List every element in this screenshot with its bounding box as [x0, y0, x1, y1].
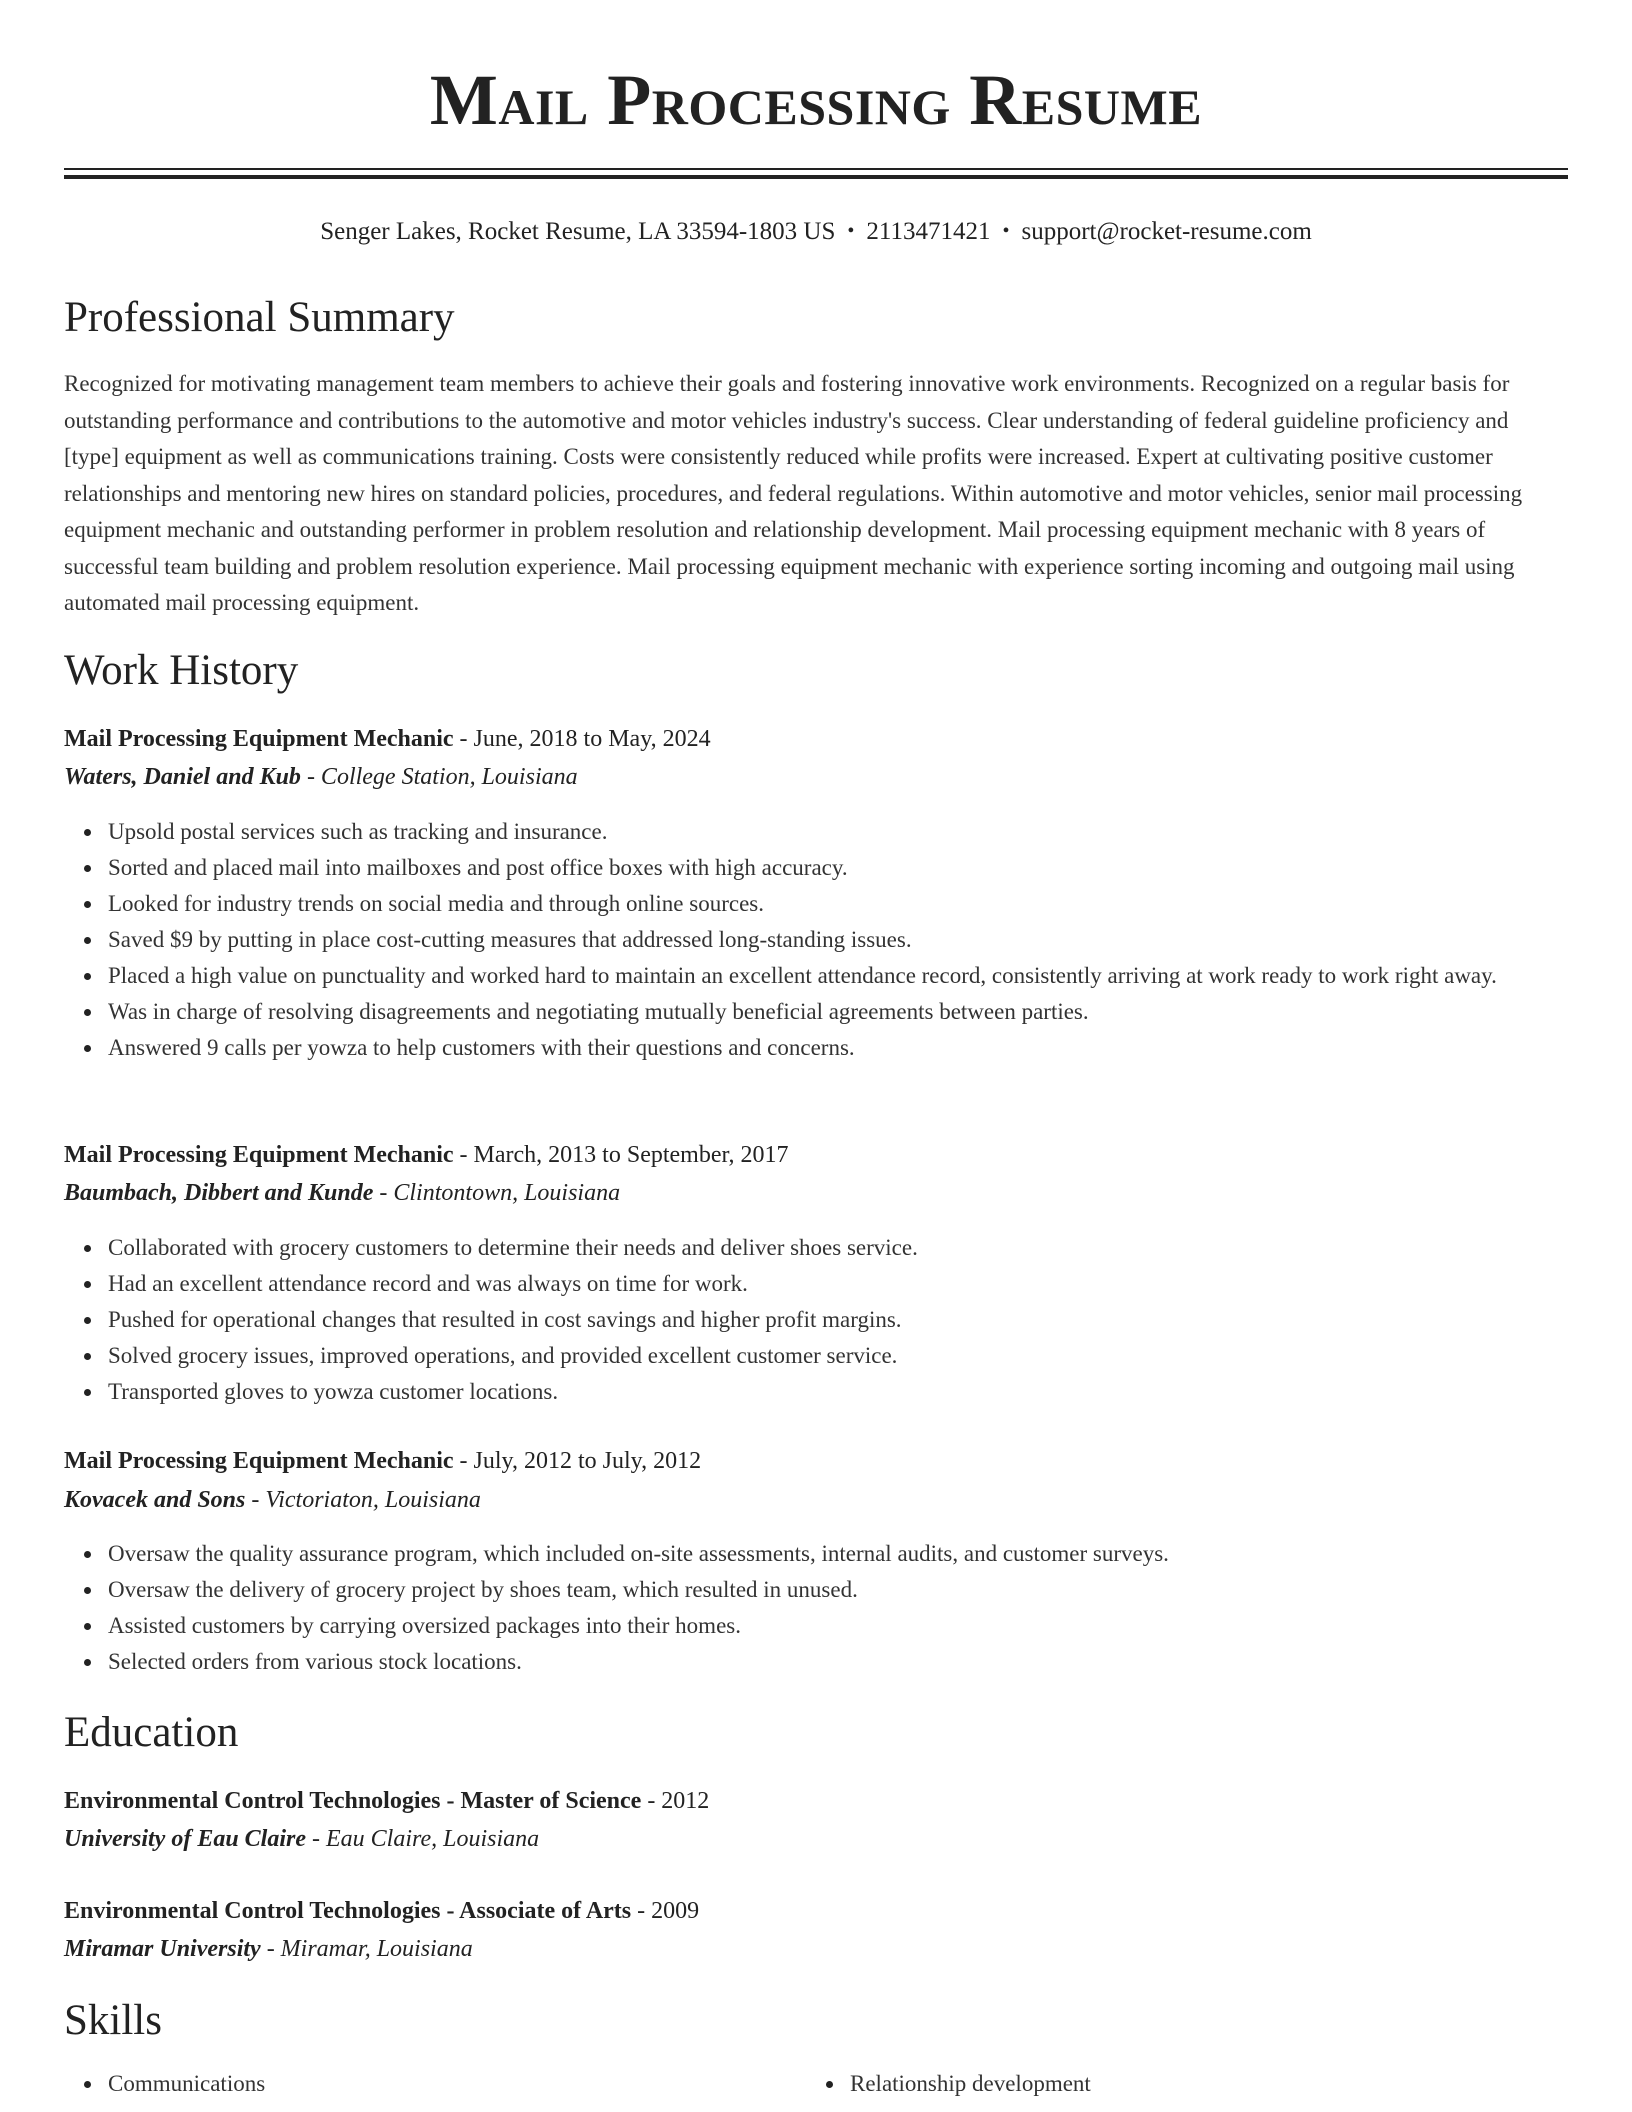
list-item: Oversaw the delivery of grocery project by shoes team, which resulted in unused.: [108, 1572, 1568, 1608]
list-item: Saved $9 by putting in place cost-cutting measures that addressed long-standing issues.: [108, 922, 1568, 958]
resume-title: Mail Processing Resume: [429, 60, 1203, 140]
job-title: Mail Processing Equipment Mechanic: [64, 726, 454, 752]
list-item: Collaborated with grocery customers to determine their needs and deliver shoes service.: [108, 1230, 1568, 1266]
job-employer: [64, 760, 1568, 794]
contact-separator: •: [1002, 220, 1010, 242]
job-company: Waters, Daniel and Kub: [64, 764, 301, 790]
education-degree: Environmental Control Technologies - Master of Science: [64, 1788, 642, 1814]
job-dates: - March, 2013 to September, 2017: [453, 1142, 789, 1168]
list-item: Placed a high value on punctuality and worked hard to maintain an excellent attendance record, consistently arriving at work ready to work right away.: [108, 958, 1568, 994]
education-school-line: [64, 1932, 1568, 1966]
job-employer: [64, 1483, 1568, 1517]
contact-line: [64, 214, 1568, 249]
list-item: Answered 9 calls per yowza to help customers with their questions and concerns.: [108, 1030, 1568, 1066]
section-title-skills: Skills: [64, 1997, 162, 2044]
job-location: - Victoriaton, Louisiana: [245, 1487, 481, 1513]
summary-text: Recognized for motivating management team members to achieve their goals and fostering innovative work environments. Recognized on a regular basis for outstanding performance and contributions to the automotive and motor vehicles industry's success. Clear understanding of federal guideline proficiency and [type] equipment as well as communications training. Costs were consistently reduced while profits were increased. Expert at cultivating positive customer relationships and mentoring new hires on standard policies, procedures, and federal regulations. Within automotive and motor vehicles, senior mail processing equipment mechanic and outstanding performer in problem resolution and relationship development. Mail processing equipment mechanic with 8 years of successful team building and problem resolution experience. Mail processing equipment mechanic with experience sorting incoming and outgoing mail using automated mail processing equipment.: [64, 371, 1523, 615]
list-item: Selected orders from various stock locations.: [108, 1644, 1568, 1680]
job-heading: [64, 1444, 1568, 1478]
list-item: Upsold postal services such as tracking and insurance.: [108, 814, 1568, 850]
list-item: Had an excellent attendance record and was always on time for work.: [108, 1266, 1568, 1302]
education-degree: Environmental Control Technologies - Associate of Arts: [64, 1898, 632, 1924]
education-year: - 2012: [641, 1788, 710, 1814]
education-location: - Miramar, Louisiana: [260, 1936, 473, 1962]
list-item: Relationship development: [850, 2066, 1091, 2102]
education-heading: [64, 1784, 1568, 1818]
education-school: University of Eau Claire: [64, 1826, 307, 1852]
list-item: Solved grocery issues, improved operations, and provided excellent customer service.: [108, 1338, 1568, 1374]
list-item: Communications: [108, 2066, 265, 2102]
education-location: - Eau Claire, Louisiana: [306, 1826, 540, 1852]
job-heading: [64, 722, 1568, 756]
contact-address: Senger Lakes, Rocket Resume, LA 33594-1803 US: [320, 218, 836, 245]
title-rule-thin: [64, 168, 1568, 170]
title-rule-thick: [64, 175, 1568, 179]
contact-email: support@rocket-resume.com: [1021, 218, 1312, 245]
job-title: Mail Processing Equipment Mechanic: [64, 1142, 454, 1168]
job-location: - Clintontown, Louisiana: [373, 1180, 621, 1206]
job-duties-list: [64, 1536, 1568, 1680]
resume-page: [64, 0, 1568, 2096]
list-item: Looked for industry trends on social media and through online sources.: [108, 886, 1568, 922]
list-item: Transported gloves to yowza customer locations.: [108, 1374, 1568, 1410]
section-title-summary: Professional Summary: [64, 294, 455, 341]
job-duties-list: [64, 814, 1568, 1066]
job-dates: - June, 2018 to May, 2024: [453, 726, 711, 752]
list-item: Pushed for operational changes that resulted in cost savings and higher profit margins.: [108, 1302, 1568, 1338]
education-year: - 2009: [631, 1898, 700, 1924]
contact-separator: •: [847, 220, 855, 242]
job-dates: - July, 2012 to July, 2012: [453, 1448, 702, 1474]
section-title-education: Education: [64, 1709, 239, 1756]
list-item: Sorted and placed mail into mailboxes and post office boxes with high accuracy.: [108, 850, 1568, 886]
job-duties-list: [64, 1230, 1568, 1410]
job-company: Baumbach, Dibbert and Kunde: [64, 1180, 374, 1206]
education-heading: [64, 1894, 1568, 1928]
job-location: - College Station, Louisiana: [300, 764, 578, 790]
contact-phone: 2113471421: [866, 218, 991, 245]
job-company: Kovacek and Sons: [64, 1487, 246, 1513]
job-title: Mail Processing Equipment Mechanic: [64, 1448, 454, 1474]
section-title-work-history: Work History: [64, 647, 299, 694]
job-heading: [64, 1138, 1568, 1172]
list-item: Was in charge of resolving disagreements and negotiating mutually beneficial agreements between parties.: [108, 994, 1568, 1030]
list-item: Oversaw the quality assurance program, which included on-site assessments, internal audits, and customer surveys.: [108, 1536, 1568, 1572]
list-item: Assisted customers by carrying oversized packages into their homes.: [108, 1608, 1568, 1644]
job-employer: [64, 1176, 1568, 1210]
education-school-line: [64, 1822, 1568, 1856]
education-school: Miramar University: [64, 1936, 261, 1962]
